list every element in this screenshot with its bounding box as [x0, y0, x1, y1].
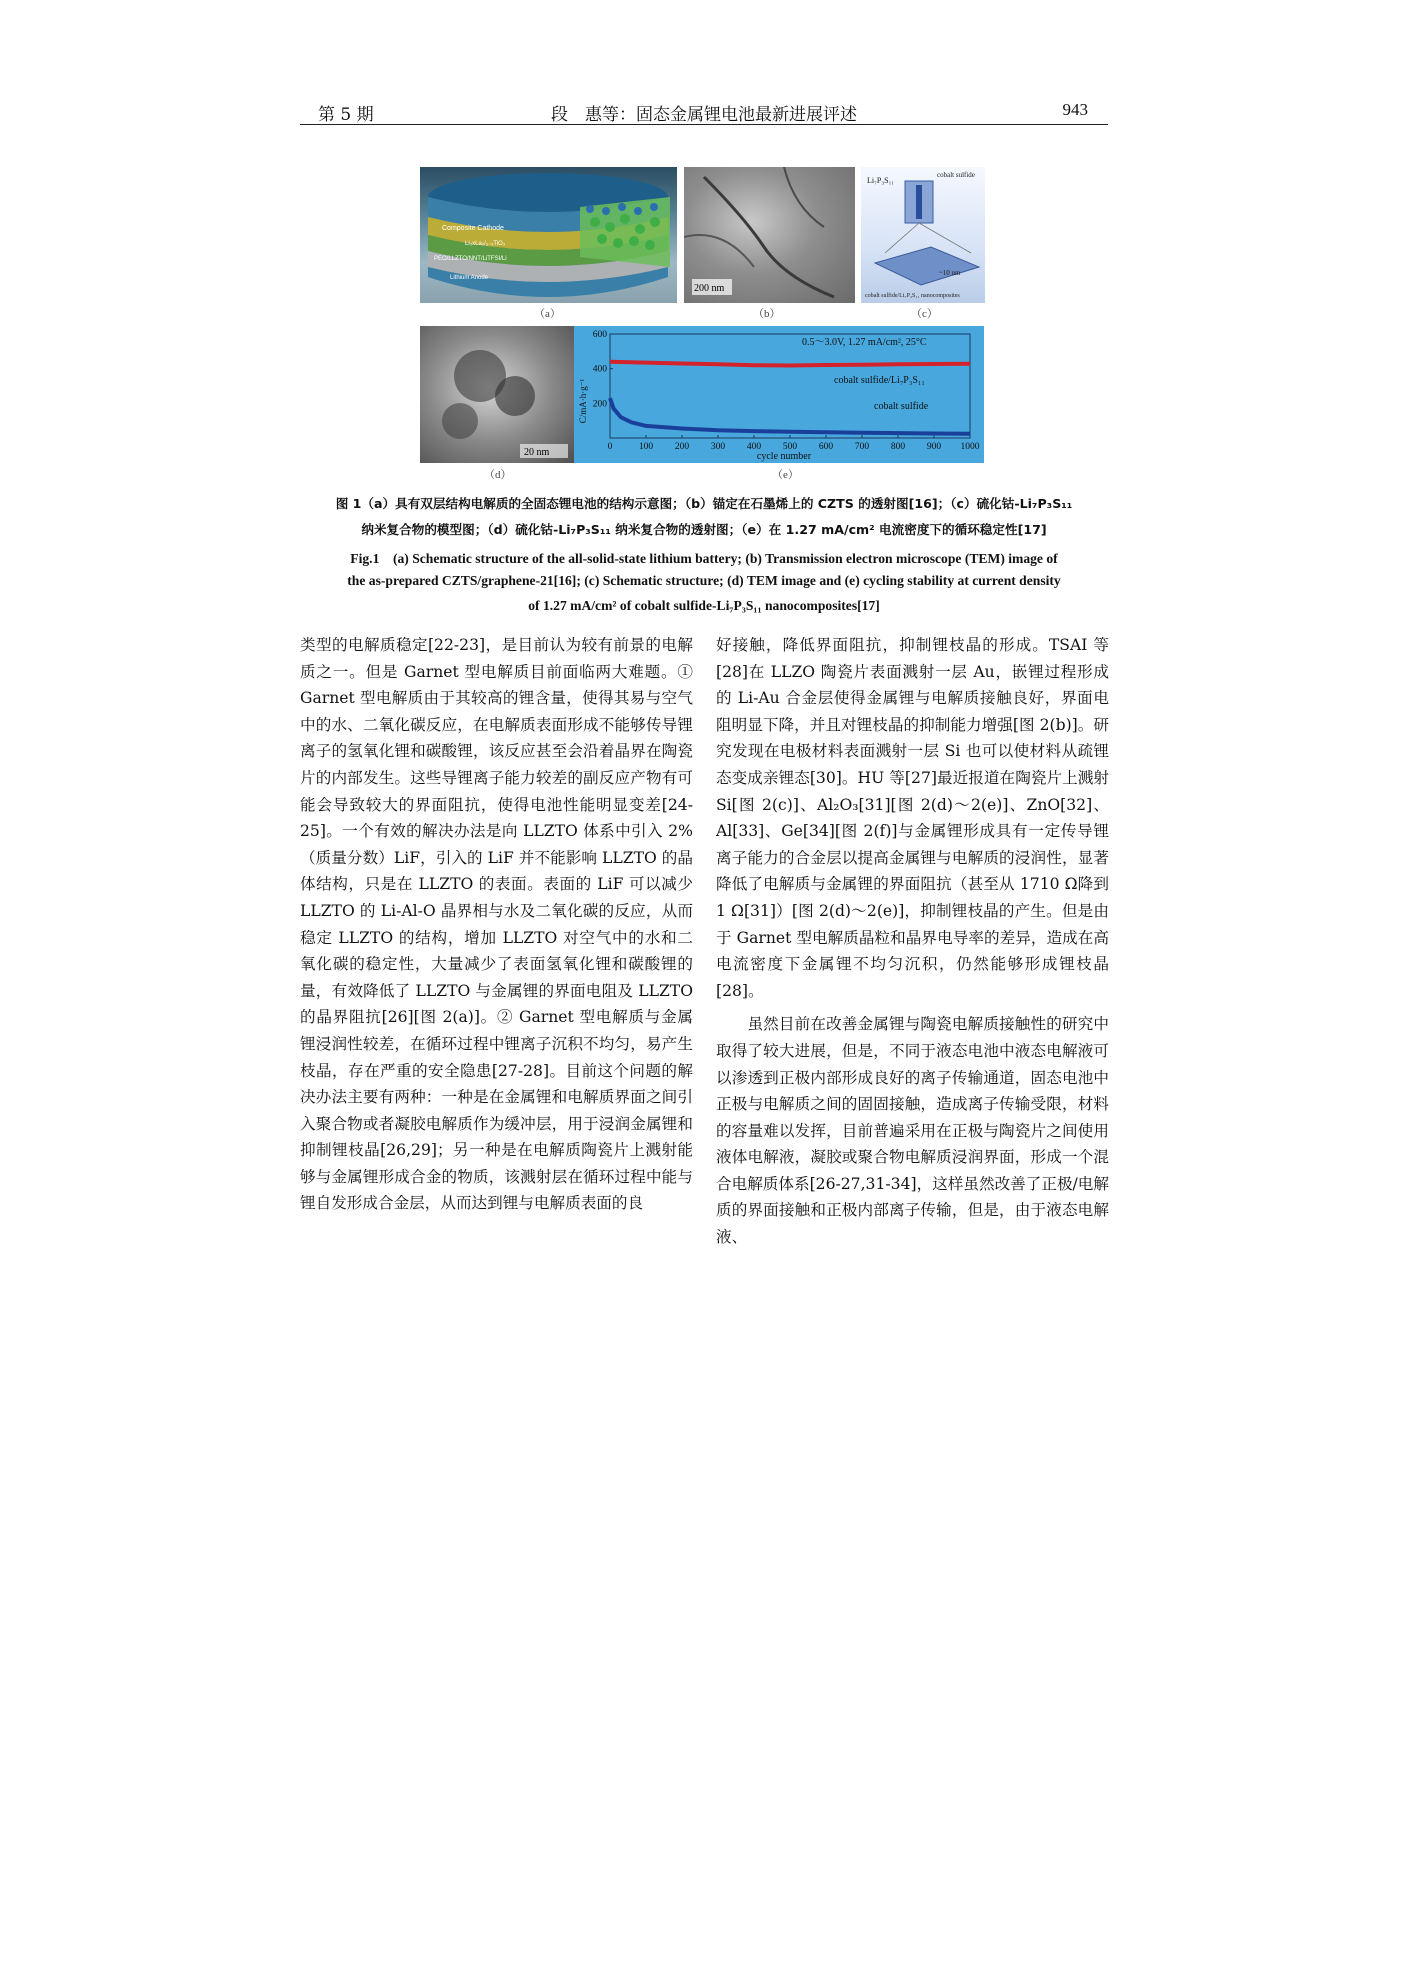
chart-annotation: 0.5～3.0V, 1.27 mA/cm², 25°C: [802, 337, 927, 348]
chart-xlabel: cycle number: [756, 451, 812, 462]
series-line-1: [610, 362, 970, 366]
label-c-4: cobalt sulfide/Li₇P₃S₁₁ nanocomposites: [865, 293, 960, 299]
layer-label-2: Li₃xLa₂/₃₋ₓTiO₃: [465, 241, 506, 247]
series-label-2: cobalt sulfide: [874, 401, 929, 412]
x-tick-label: 0: [607, 442, 613, 452]
figure-panel-d: [420, 326, 576, 463]
x-tick-label: 600: [818, 442, 834, 452]
layer-label-1: Composite Cathode: [442, 225, 504, 232]
issue-number: 第 5 期: [318, 105, 374, 125]
panel-a-label: （a）: [534, 308, 561, 320]
plot-frame: [610, 334, 970, 438]
x-tick-label: 1000: [960, 442, 980, 452]
tem-image-d: [420, 326, 576, 463]
panel-d-label: （d）: [484, 469, 512, 481]
figure-panel-b: [684, 167, 855, 303]
x-tick-label: 800: [890, 442, 906, 452]
figure-caption-cn-2: 纳米复合物的模型图；（d）硫化钴-Li₇P₃S₁₁ 纳米复合物的透射图；（e）在 1.27 mA/cm² 电流密度下的循环稳定性[17]: [361, 522, 1047, 537]
figure-caption-en-3: of 1.27 mA/cm² of cobalt sulfide-Li₇P₃S₁₁ nanocomposites[17]: [528, 598, 880, 613]
figure-panel-c: [861, 167, 985, 303]
x-tick-label: 100: [638, 442, 654, 452]
chart-series: [610, 362, 970, 434]
layer-label-4: Lithium Anode: [450, 275, 489, 281]
page-number: 943: [1062, 100, 1088, 119]
body-column-left: [300, 632, 693, 1217]
x-tick-label: 300: [710, 442, 726, 452]
chart-axes: [610, 334, 970, 438]
model-schematic-c: [861, 167, 985, 303]
panel-c-label: （c）: [911, 308, 938, 320]
panel-e-label: （e）: [772, 469, 799, 481]
label-c-3: ~10 nm: [939, 269, 961, 277]
x-tick-label: 900: [926, 442, 942, 452]
y-tick-label: 600: [592, 330, 607, 340]
x-tick-label: 400: [746, 442, 762, 452]
body-column-right: [716, 632, 1109, 1251]
battery-schematic: [420, 167, 677, 303]
tem-image-b: [684, 167, 855, 303]
series-label-1: cobalt sulfide/Li₇P₃S₁₁: [834, 375, 925, 386]
paragraph: 好接触，降低界面阻抗，抑制锂枝晶的形成。TSAI 等[28]在 LLZO 陶瓷片表面溅射一层 Au，嵌锂过程形成的 Li-Au 合金层使得金属锂与电解质接触良好，界面电阻明显下降，并且对锂枝晶的抑制能力增强[图 2(b)]。研究发现在电极材料表面溅射一层 Si 也可以使材料从疏锂态变成亲锂态[30]。HU 等[27]最近报道在陶瓷片上溅射 Si[图 2(c)]、Al₂O₃[31][图 2(d)～2(e)]、ZnO[32]、Al[33]、Ge[34][图 2(f)]与金属锂形成具有一定传导锂离子能力的合金层以提高金属锂与电解质的浸润性，显著降低了电解质与金属锂的界面阻抗（甚至从 1710 Ω降到 1 Ω[31]）[图 2(d)～2(e)]，抑制锂枝晶的产生。但是由于 Garnet 型电解质晶粒和晶界电导率的差异，造成在高电流密度下金属锂不均匀沉积，仍然能够形成锂枝晶[28]。: [716, 636, 1109, 1000]
figure-caption-en-1: Fig.1 (a) Schematic structure of the all-solid-state lithium battery; (b) Transmission electron microscope (TEM) image of: [350, 551, 1058, 566]
scale-bar-b: 200 nm: [694, 283, 725, 294]
paragraph: 类型的电解质稳定[22-23]，是目前认为较有前景的电解质之一。但是 Garnet 型电解质目前面临两大难题。① Garnet 型电解质由于其较高的锂含量，使得其易与空气中的水、二氧化碳反应，在电解质表面形成不能够传导锂离子的氢氧化锂和碳酸锂，该反应甚至会沿着晶界在陶瓷片的内部发生。这些导锂离子能力较差的副反应产物有可能会导致较大的界面阻抗，使得电池性能明显变差[24-25]。一个有效的解决办法是向 LLZTO 体系中引入 2%（质量分数）LiF，引入的 LiF 并不能影响 LLZTO 的晶体结构，只是在 LLZTO 的表面。表面的 LiF 可以减少 LLZTO 的 Li-Al-O 晶界相与水及二氧化碳的反应，从而稳定 LLZTO 的结构，增加 LLZTO 对空气中的水和二氧化碳的稳定性，大量减少了表面氢氧化锂和碳酸锂的量，有效降低了 LLZTO 与金属锂的界面电阻及 LLZTO 的晶界阻抗[26][图 2(a)]。② Garnet 型电解质与金属锂浸润性较差，在循环过程中锂离子沉积不均匀，易产生枝晶，存在严重的安全隐患[27-28]。目前这个问题的解决办法主要有两种：一种是在金属锂和电解质界面之间引入聚合物或者凝胶电解质作为缓冲层，用于浸润金属锂和抑制锂枝晶[26,29]；另一种是在电解质陶瓷片上溅射能够与金属锂形成合金的物质，该溅射层在循环过程中能与锂自发形成合金层，从而达到锂与电解质表面的良: [300, 636, 693, 1213]
x-tick-label: 700: [854, 442, 870, 452]
running-header: [300, 96, 1108, 125]
x-tick-label: 500: [782, 442, 798, 452]
figure-panel-a: [420, 167, 677, 303]
figure-caption-en-2: the as-prepared CZTS/graphene-21[16]; (c) Schematic structure; (d) TEM image and (e) cycling stability at current density: [347, 573, 1061, 588]
figure-panel-e: [574, 326, 984, 463]
chart-ylabel: C/mA·h·g⁻¹: [578, 378, 588, 424]
panel-b-label: （b）: [753, 308, 781, 320]
y-tick-label: 400: [592, 364, 607, 375]
x-tick-label: 200: [674, 442, 690, 452]
cycling-chart: [574, 326, 984, 463]
running-title: 段 惠等：固态金属锂电池最新进展评述: [551, 105, 857, 125]
y-tick-label: 200: [592, 399, 607, 410]
figure-caption-cn-1: 图 1（a）具有双层结构电解质的全固态锂电池的结构示意图；（b）锚定在石墨烯上的 CZTS 的透射图[16]；（c）硫化钴-Li₇P₃S₁₁: [335, 496, 1073, 511]
paragraph: 虽然目前在改善金属锂与陶瓷电解质接触性的研究中取得了较大进展，但是，不同于液态电池中液态电解液可以渗透到正极内部形成良好的离子传输通道，固态电池中正极与电解质之间的固固接触，造成离子传输受限，材料的容量难以发挥，目前普遍采用在正极与陶瓷片之间使用液体电解液，凝胶或聚合物电解质浸润界面，形成一个混合电解质体系[26-27,31-34]，这样虽然改善了正极/电解质的界面接触和正极内部离子传输，但是，由于液态电解液、: [716, 1015, 1109, 1247]
label-c-1: Li₇P₃S₁₁: [867, 176, 895, 185]
scale-bar-d: 20 nm: [524, 447, 550, 458]
label-c-2: cobalt sulfide: [937, 171, 975, 179]
layer-label-3: PEO/LLZTO/NNT/LiTFSI/Li: [434, 256, 507, 262]
